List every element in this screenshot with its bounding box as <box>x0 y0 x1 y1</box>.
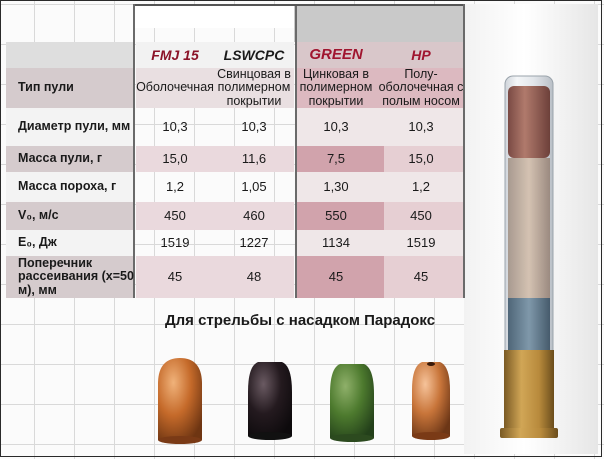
table-row-velocity <box>6 202 464 230</box>
table-cell: 1227 <box>239 235 269 251</box>
table-cell: 1519 <box>160 235 190 251</box>
row-label: Тип пули <box>18 80 74 95</box>
table-row-bullet-type <box>6 68 464 108</box>
caption-paradox-choke: Для стрельбы с насадком Парадокс <box>164 312 436 329</box>
green-polymer-bullet <box>330 364 374 442</box>
table-cell: 460 <box>243 208 265 224</box>
table-cell: 550 <box>325 208 347 224</box>
bullets-illustration <box>150 352 460 447</box>
table-cell: 15,0 <box>162 151 188 167</box>
table-cell: 1,05 <box>241 179 267 195</box>
column-header-fmj15: FMJ 15 <box>151 46 199 63</box>
table-cell: 10,3 <box>408 119 434 135</box>
table-row-powder-mass <box>6 172 464 202</box>
table-cell: 10,3 <box>323 119 349 135</box>
table-header-row <box>6 42 464 68</box>
table-cell: 450 <box>410 208 432 224</box>
table-cell: 48 <box>246 269 262 285</box>
table-cell: 1519 <box>406 235 436 251</box>
table-cell: 1,2 <box>411 179 431 195</box>
table-cell: 450 <box>164 208 186 224</box>
row-label: V₀, м/с <box>18 208 59 223</box>
table-cell: 15,0 <box>408 151 434 167</box>
row-label: Поперечник рассеивания (x=50 м), мм <box>18 256 134 297</box>
table-cell: 10,3 <box>241 119 267 135</box>
table-cell: Полу- оболочечная с полым носом <box>378 67 464 108</box>
table-cell: 1,30 <box>323 179 349 195</box>
black-polymer-bullet <box>248 362 292 440</box>
table-cell: 45 <box>167 269 183 285</box>
table-cell: Оболочечная <box>136 80 214 95</box>
column-header-green: GREEN <box>309 46 363 64</box>
column-header-hp: HP <box>411 46 431 63</box>
table-cell: 45 <box>413 269 429 285</box>
copper-hollow-point-bullet <box>412 362 450 440</box>
table-row-energy <box>6 230 464 256</box>
column-header-lswcpc: LSWCPC <box>223 46 285 63</box>
table-row-diameter <box>6 108 464 146</box>
table-cell: 11,6 <box>241 151 267 167</box>
table-cell: Цинковая в полимерном покрытии <box>299 67 373 108</box>
table-row-dispersion <box>6 256 464 298</box>
row-label: Масса пороха, г <box>18 179 117 194</box>
table-cell: 10,3 <box>162 119 188 135</box>
table-cell: 1134 <box>322 235 350 251</box>
row-label: Диаметр пули, мм <box>18 119 131 134</box>
copper-fmj-bullet <box>158 358 202 444</box>
table-cell: 7,5 <box>326 151 346 167</box>
table-cell: 1,2 <box>165 179 185 195</box>
table-cell: Свинцовая в полимерном покрытии <box>217 67 291 108</box>
cartridge-image <box>464 4 598 454</box>
row-label: Масса пули, г <box>18 151 103 166</box>
row-label: E₀, Дж <box>18 235 57 250</box>
table-row-bullet-mass <box>6 146 464 172</box>
table-cell: 45 <box>328 269 344 285</box>
